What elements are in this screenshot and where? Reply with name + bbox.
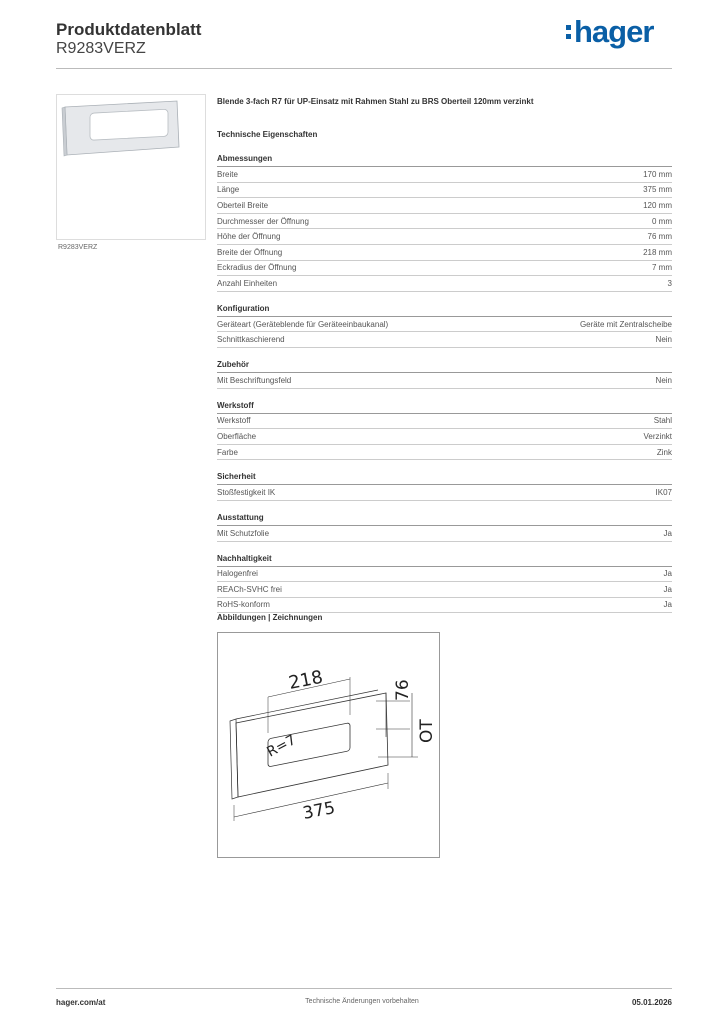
property-label: Breite: [217, 169, 238, 179]
property-row: [217, 485, 672, 501]
property-label: Mit Beschriftungsfeld: [217, 375, 292, 385]
section-title: Ausstattung: [217, 513, 672, 526]
property-row: [217, 598, 672, 614]
property-row: [217, 245, 672, 261]
property-label: Durchmesser der Öffnung: [217, 216, 309, 226]
property-row: [217, 445, 672, 461]
footer-divider: [56, 988, 672, 989]
technical-drawing-svg: [218, 633, 439, 857]
property-section: [217, 513, 672, 542]
footer-disclaimer: Technische Änderungen vorbehalten: [305, 998, 419, 1005]
property-value: Nein: [655, 375, 672, 385]
property-value: Zink: [656, 447, 672, 457]
product-thumbnail: [56, 94, 206, 240]
property-value: 76 mm: [647, 232, 672, 242]
property-value: 3: [667, 278, 672, 288]
drawings-title: Abbildungen | Zeichnungen: [217, 613, 323, 622]
dim-height-label: 76: [393, 679, 413, 701]
dim-length-label: 375: [301, 798, 337, 824]
property-value: Ja: [663, 600, 672, 610]
hager-logo: [566, 14, 653, 50]
property-section: [217, 360, 672, 389]
property-label: Mit Schutzfolie: [217, 528, 270, 538]
property-label: Anzahl Einheiten: [217, 278, 278, 288]
property-label: Schnittkaschierend: [217, 335, 285, 345]
property-value: 218 mm: [643, 247, 672, 257]
property-row: [217, 276, 672, 292]
property-row: [217, 261, 672, 277]
property-label: REACh-SVHC frei: [217, 584, 282, 594]
property-value: Geräte mit Zentralscheibe: [579, 319, 672, 329]
property-value: 375 mm: [643, 185, 672, 195]
property-label: Stoßfestigkeit IK: [217, 488, 276, 498]
property-label: Eckradius der Öffnung: [217, 263, 297, 273]
product-details: [217, 97, 672, 613]
property-row: [217, 317, 672, 333]
property-label: Werkstoff: [217, 416, 251, 426]
property-value: Nein: [655, 335, 672, 345]
footer-website: hager.com/at: [56, 998, 106, 1007]
dim-width-label: 218: [286, 666, 325, 694]
property-section: [217, 154, 672, 292]
property-row: [217, 229, 672, 245]
product-description: Blende 3-fach R7 für UP-Einsatz mit Rahmen Stahl zu BRS Oberteil 120mm verzinkt: [217, 97, 534, 106]
product-sku: R9283VERZ: [56, 40, 146, 57]
property-value: Ja: [663, 528, 672, 538]
property-row: [217, 526, 672, 542]
thumbnail-caption: R9283VERZ: [58, 244, 98, 251]
property-sections: [217, 154, 672, 613]
property-section: [217, 401, 672, 461]
dim-top-label: OT: [417, 719, 437, 743]
property-label: Höhe der Öffnung: [217, 232, 281, 242]
property-value: Ja: [663, 584, 672, 594]
header-divider: [56, 68, 672, 69]
property-label: Oberteil Breite: [217, 200, 269, 210]
property-row: [217, 373, 672, 389]
property-label: RoHS-konform: [217, 600, 270, 610]
property-row: [217, 198, 672, 214]
property-row: [217, 567, 672, 583]
property-value: 120 mm: [643, 200, 672, 210]
property-value: Ja: [663, 569, 672, 579]
property-row: [217, 167, 672, 183]
property-row: [217, 214, 672, 230]
property-row: [217, 414, 672, 430]
logo-dots-icon: [566, 19, 571, 41]
property-value: 170 mm: [643, 169, 672, 179]
product-thumbnail-image: [57, 95, 205, 239]
section-title: Sicherheit: [217, 472, 672, 485]
property-label: Halogenfrei: [217, 569, 258, 579]
page-title: Produktdatenblatt: [56, 20, 202, 39]
section-title: Werkstoff: [217, 401, 672, 414]
property-section: [217, 554, 672, 614]
property-value: 7 mm: [652, 263, 672, 273]
property-value: 0 mm: [652, 216, 672, 226]
property-row: [217, 183, 672, 199]
property-row: [217, 332, 672, 348]
property-label: Länge: [217, 185, 240, 195]
property-row: [217, 582, 672, 598]
section-title: Abmessungen: [217, 154, 672, 167]
property-label: Breite der Öffnung: [217, 247, 283, 257]
property-value: IK07: [655, 488, 672, 498]
property-label: Farbe: [217, 447, 238, 457]
section-title: Zubehör: [217, 360, 672, 373]
property-section: [217, 472, 672, 501]
property-value: Stahl: [653, 416, 672, 426]
technical-drawing: [217, 632, 440, 858]
property-label: Oberfläche: [217, 431, 257, 441]
logo-text: hager: [574, 14, 654, 49]
section-title: Konfiguration: [217, 304, 672, 317]
property-section: [217, 304, 672, 348]
property-row: [217, 429, 672, 445]
section-title: Nachhaltigkeit: [217, 554, 672, 567]
dim-radius-label: R=7: [264, 732, 299, 761]
property-label: Geräteart (Geräteblende für Geräteeinbaukanal): [217, 319, 389, 329]
technical-properties-title: Technische Eigenschaften: [217, 130, 318, 139]
footer-date: 05.01.2026: [631, 998, 672, 1007]
property-value: Verzinkt: [643, 431, 672, 441]
